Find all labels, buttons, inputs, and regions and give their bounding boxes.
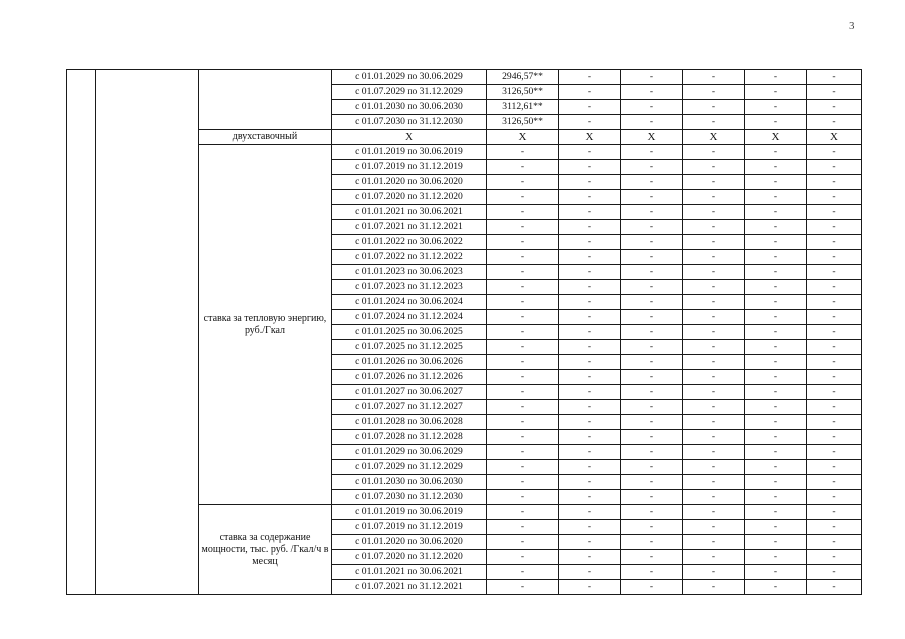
value-cell: -	[487, 385, 559, 400]
value-cell: -	[807, 325, 862, 340]
value-cell: -	[559, 85, 621, 100]
value-cell: 3126,50**	[487, 115, 559, 130]
value-cell: -	[745, 70, 807, 85]
value-cell: -	[745, 505, 807, 520]
value-cell: -	[683, 115, 745, 130]
value-cell: -	[683, 100, 745, 115]
value-cell: -	[807, 115, 862, 130]
value-cell: -	[807, 385, 862, 400]
period-cell: с 01.07.2024 по 31.12.2024	[332, 310, 487, 325]
value-cell: -	[807, 280, 862, 295]
period-cell: с 01.01.2019 по 30.06.2019	[332, 505, 487, 520]
value-cell: -	[683, 400, 745, 415]
value-cell: -	[807, 220, 862, 235]
period-cell: с 01.01.2020 по 30.06.2020	[332, 175, 487, 190]
value-cell: -	[807, 250, 862, 265]
period-cell: с 01.01.2030 по 30.06.2030	[332, 100, 487, 115]
period-cell: с 01.01.2021 по 30.06.2021	[332, 205, 487, 220]
value-cell: -	[621, 145, 683, 160]
value-cell: -	[487, 265, 559, 280]
value-cell: -	[487, 430, 559, 445]
table-body	[67, 70, 862, 595]
value-cell: -	[621, 235, 683, 250]
value-cell: -	[683, 565, 745, 580]
value-cell: -	[683, 265, 745, 280]
rate-group-label: ставка за содержание мощности, тыс. руб. /Гкал/ч в месяц	[199, 505, 332, 595]
value-cell: -	[745, 460, 807, 475]
value-cell: -	[683, 85, 745, 100]
value-cell: -	[745, 100, 807, 115]
value-cell: -	[559, 535, 621, 550]
rate-label-cell	[199, 70, 332, 130]
period-cell: с 01.07.2020 по 31.12.2020	[332, 550, 487, 565]
value-cell: -	[487, 220, 559, 235]
value-cell: -	[621, 550, 683, 565]
value-cell: -	[559, 415, 621, 430]
value-cell: -	[807, 190, 862, 205]
value-cell: -	[621, 325, 683, 340]
period-cell: с 01.07.2020 по 31.12.2020	[332, 190, 487, 205]
value-cell: -	[559, 100, 621, 115]
value-cell: -	[621, 295, 683, 310]
period-cell: с 01.01.2029 по 30.06.2029	[332, 445, 487, 460]
value-cell: -	[745, 235, 807, 250]
value-cell: -	[807, 340, 862, 355]
value-cell: -	[559, 160, 621, 175]
period-cell: с 01.07.2023 по 31.12.2023	[332, 280, 487, 295]
value-cell: 2946,57**	[487, 70, 559, 85]
value-cell: -	[683, 490, 745, 505]
value-cell: -	[683, 175, 745, 190]
value-cell: -	[807, 205, 862, 220]
value-cell: -	[621, 505, 683, 520]
period-cell: с 01.01.2025 по 30.06.2025	[332, 325, 487, 340]
value-cell: -	[807, 460, 862, 475]
value-cell: -	[487, 250, 559, 265]
value-cell: -	[683, 280, 745, 295]
value-cell: -	[683, 415, 745, 430]
period-cell: с 01.07.2021 по 31.12.2021	[332, 580, 487, 595]
value-cell: -	[745, 580, 807, 595]
value-cell: 3112,61**	[487, 100, 559, 115]
value-cell: -	[745, 250, 807, 265]
value-cell: -	[745, 145, 807, 160]
value-cell: -	[621, 385, 683, 400]
value-cell: -	[683, 235, 745, 250]
value-cell: -	[559, 490, 621, 505]
value-cell: -	[807, 430, 862, 445]
value-cell: -	[487, 325, 559, 340]
value-cell: -	[683, 325, 745, 340]
value-cell: -	[487, 445, 559, 460]
value-cell: -	[487, 145, 559, 160]
period-cell: с 01.07.2030 по 31.12.2030	[332, 115, 487, 130]
value-cell: -	[487, 400, 559, 415]
value-cell: -	[487, 460, 559, 475]
value-cell: -	[559, 310, 621, 325]
value-cell: -	[807, 145, 862, 160]
value-cell: -	[745, 475, 807, 490]
value-cell: -	[683, 160, 745, 175]
x-cell: X	[621, 130, 683, 145]
value-cell: -	[621, 70, 683, 85]
value-cell: -	[559, 325, 621, 340]
value-cell: -	[683, 205, 745, 220]
x-cell: X	[559, 130, 621, 145]
x-cell: X	[683, 130, 745, 145]
value-cell: -	[807, 85, 862, 100]
value-cell: -	[621, 250, 683, 265]
value-cell: -	[559, 115, 621, 130]
value-cell: -	[559, 220, 621, 235]
x-cell: X	[745, 130, 807, 145]
value-cell: -	[487, 205, 559, 220]
rate-group-label: ставка за тепловую энергию, руб./Гкал	[199, 145, 332, 505]
value-cell: -	[559, 145, 621, 160]
value-cell: -	[745, 550, 807, 565]
value-cell: -	[559, 580, 621, 595]
value-cell: -	[745, 385, 807, 400]
value-cell: -	[745, 280, 807, 295]
period-cell: с 01.07.2026 по 31.12.2026	[332, 370, 487, 385]
value-cell: -	[807, 175, 862, 190]
value-cell: -	[621, 115, 683, 130]
value-cell: -	[559, 445, 621, 460]
value-cell: -	[807, 505, 862, 520]
value-cell: -	[745, 370, 807, 385]
value-cell: -	[559, 295, 621, 310]
value-cell: -	[807, 100, 862, 115]
value-cell: -	[683, 520, 745, 535]
value-cell: -	[683, 190, 745, 205]
x-cell: X	[487, 130, 559, 145]
value-cell: -	[745, 220, 807, 235]
value-cell: -	[745, 535, 807, 550]
value-cell: -	[745, 400, 807, 415]
period-cell: с 01.07.2029 по 31.12.2029	[332, 85, 487, 100]
value-cell: -	[745, 565, 807, 580]
value-cell: -	[683, 220, 745, 235]
period-cell: с 01.01.2028 по 30.06.2028	[332, 415, 487, 430]
table-row	[67, 70, 862, 85]
value-cell: -	[745, 265, 807, 280]
value-cell: -	[621, 565, 683, 580]
value-cell: -	[487, 580, 559, 595]
value-cell: -	[487, 340, 559, 355]
value-cell: -	[559, 355, 621, 370]
value-cell: -	[487, 370, 559, 385]
value-cell: -	[807, 580, 862, 595]
value-cell: -	[807, 295, 862, 310]
period-cell: с 01.01.2022 по 30.06.2022	[332, 235, 487, 250]
value-cell: -	[683, 145, 745, 160]
value-cell: 3126,50**	[487, 85, 559, 100]
value-cell: -	[487, 355, 559, 370]
value-cell: -	[745, 205, 807, 220]
value-cell: -	[621, 370, 683, 385]
value-cell: -	[807, 355, 862, 370]
value-cell: -	[487, 175, 559, 190]
period-cell: с 01.07.2022 по 31.12.2022	[332, 250, 487, 265]
value-cell: -	[487, 565, 559, 580]
value-cell: -	[487, 475, 559, 490]
value-cell: -	[807, 550, 862, 565]
value-cell: -	[559, 265, 621, 280]
x-cell: X	[807, 130, 862, 145]
value-cell: -	[683, 580, 745, 595]
value-cell: -	[559, 205, 621, 220]
period-cell: с 01.01.2030 по 30.06.2030	[332, 475, 487, 490]
two-part-label: двухставочный	[199, 130, 332, 145]
tariff-table	[66, 69, 862, 595]
value-cell: -	[559, 460, 621, 475]
value-cell: -	[559, 505, 621, 520]
value-cell: -	[621, 460, 683, 475]
row-number-column	[67, 70, 96, 595]
period-cell: с 01.01.2019 по 30.06.2019	[332, 145, 487, 160]
period-cell: с 01.01.2024 по 30.06.2024	[332, 295, 487, 310]
x-cell: X	[332, 130, 487, 145]
value-cell: -	[807, 415, 862, 430]
value-cell: -	[559, 175, 621, 190]
period-cell: с 01.07.2021 по 31.12.2021	[332, 220, 487, 235]
value-cell: -	[487, 535, 559, 550]
value-cell: -	[487, 235, 559, 250]
value-cell: -	[559, 565, 621, 580]
value-cell: -	[487, 190, 559, 205]
value-cell: -	[621, 535, 683, 550]
value-cell: -	[487, 280, 559, 295]
value-cell: -	[683, 340, 745, 355]
page-number: 3	[849, 20, 855, 32]
value-cell: -	[745, 325, 807, 340]
period-cell: с 01.01.2029 по 30.06.2029	[332, 70, 487, 85]
period-cell: с 01.07.2019 по 31.12.2019	[332, 520, 487, 535]
value-cell: -	[807, 565, 862, 580]
value-cell: -	[683, 430, 745, 445]
value-cell: -	[745, 430, 807, 445]
value-cell: -	[745, 85, 807, 100]
value-cell: -	[559, 520, 621, 535]
value-cell: -	[745, 490, 807, 505]
value-cell: -	[807, 400, 862, 415]
value-cell: -	[559, 370, 621, 385]
period-cell: с 01.07.2030 по 31.12.2030	[332, 490, 487, 505]
period-cell: с 01.07.2027 по 31.12.2027	[332, 400, 487, 415]
value-cell: -	[621, 475, 683, 490]
value-cell: -	[807, 160, 862, 175]
value-cell: -	[807, 490, 862, 505]
value-cell: -	[559, 340, 621, 355]
value-cell: -	[621, 310, 683, 325]
value-cell: -	[621, 340, 683, 355]
value-cell: -	[807, 520, 862, 535]
value-cell: -	[807, 445, 862, 460]
value-cell: -	[621, 580, 683, 595]
value-cell: -	[487, 295, 559, 310]
value-cell: -	[683, 505, 745, 520]
value-cell: -	[745, 115, 807, 130]
value-cell: -	[621, 280, 683, 295]
value-cell: -	[683, 445, 745, 460]
value-cell: -	[621, 220, 683, 235]
value-cell: -	[559, 430, 621, 445]
value-cell: -	[621, 355, 683, 370]
value-cell: -	[745, 175, 807, 190]
value-cell: -	[621, 490, 683, 505]
value-cell: -	[487, 505, 559, 520]
period-cell: с 01.01.2023 по 30.06.2023	[332, 265, 487, 280]
value-cell: -	[683, 310, 745, 325]
value-cell: -	[683, 475, 745, 490]
value-cell: -	[745, 415, 807, 430]
value-cell: -	[559, 190, 621, 205]
value-cell: -	[621, 190, 683, 205]
value-cell: -	[487, 490, 559, 505]
value-cell: -	[745, 445, 807, 460]
value-cell: -	[621, 265, 683, 280]
value-cell: -	[807, 70, 862, 85]
value-cell: -	[487, 160, 559, 175]
value-cell: -	[807, 265, 862, 280]
value-cell: -	[559, 280, 621, 295]
value-cell: -	[683, 70, 745, 85]
value-cell: -	[487, 310, 559, 325]
value-cell: -	[559, 475, 621, 490]
value-cell: -	[621, 205, 683, 220]
value-cell: -	[621, 100, 683, 115]
value-cell: -	[683, 385, 745, 400]
value-cell: -	[745, 310, 807, 325]
value-cell: -	[621, 175, 683, 190]
value-cell: -	[559, 70, 621, 85]
value-cell: -	[807, 235, 862, 250]
period-cell: с 01.07.2019 по 31.12.2019	[332, 160, 487, 175]
organization-column	[96, 70, 199, 595]
value-cell: -	[745, 295, 807, 310]
value-cell: -	[621, 430, 683, 445]
value-cell: -	[745, 355, 807, 370]
value-cell: -	[683, 295, 745, 310]
value-cell: -	[683, 550, 745, 565]
value-cell: -	[621, 445, 683, 460]
value-cell: -	[807, 370, 862, 385]
value-cell: -	[487, 520, 559, 535]
period-cell: с 01.07.2028 по 31.12.2028	[332, 430, 487, 445]
value-cell: -	[621, 85, 683, 100]
value-cell: -	[621, 400, 683, 415]
value-cell: -	[559, 400, 621, 415]
value-cell: -	[559, 250, 621, 265]
period-cell: с 01.07.2025 по 31.12.2025	[332, 340, 487, 355]
period-cell: с 01.01.2020 по 30.06.2020	[332, 535, 487, 550]
value-cell: -	[683, 370, 745, 385]
value-cell: -	[487, 415, 559, 430]
value-cell: -	[683, 460, 745, 475]
value-cell: -	[683, 355, 745, 370]
period-cell: с 01.01.2021 по 30.06.2021	[332, 565, 487, 580]
value-cell: -	[559, 235, 621, 250]
value-cell: -	[745, 160, 807, 175]
value-cell: -	[745, 190, 807, 205]
value-cell: -	[559, 550, 621, 565]
value-cell: -	[621, 415, 683, 430]
value-cell: -	[807, 475, 862, 490]
value-cell: -	[621, 160, 683, 175]
value-cell: -	[745, 520, 807, 535]
value-cell: -	[807, 310, 862, 325]
period-cell: с 01.01.2027 по 30.06.2027	[332, 385, 487, 400]
value-cell: -	[807, 535, 862, 550]
value-cell: -	[683, 250, 745, 265]
period-cell: с 01.07.2029 по 31.12.2029	[332, 460, 487, 475]
value-cell: -	[683, 535, 745, 550]
value-cell: -	[559, 385, 621, 400]
period-cell: с 01.01.2026 по 30.06.2026	[332, 355, 487, 370]
value-cell: -	[621, 520, 683, 535]
value-cell: -	[745, 340, 807, 355]
value-cell: -	[487, 550, 559, 565]
